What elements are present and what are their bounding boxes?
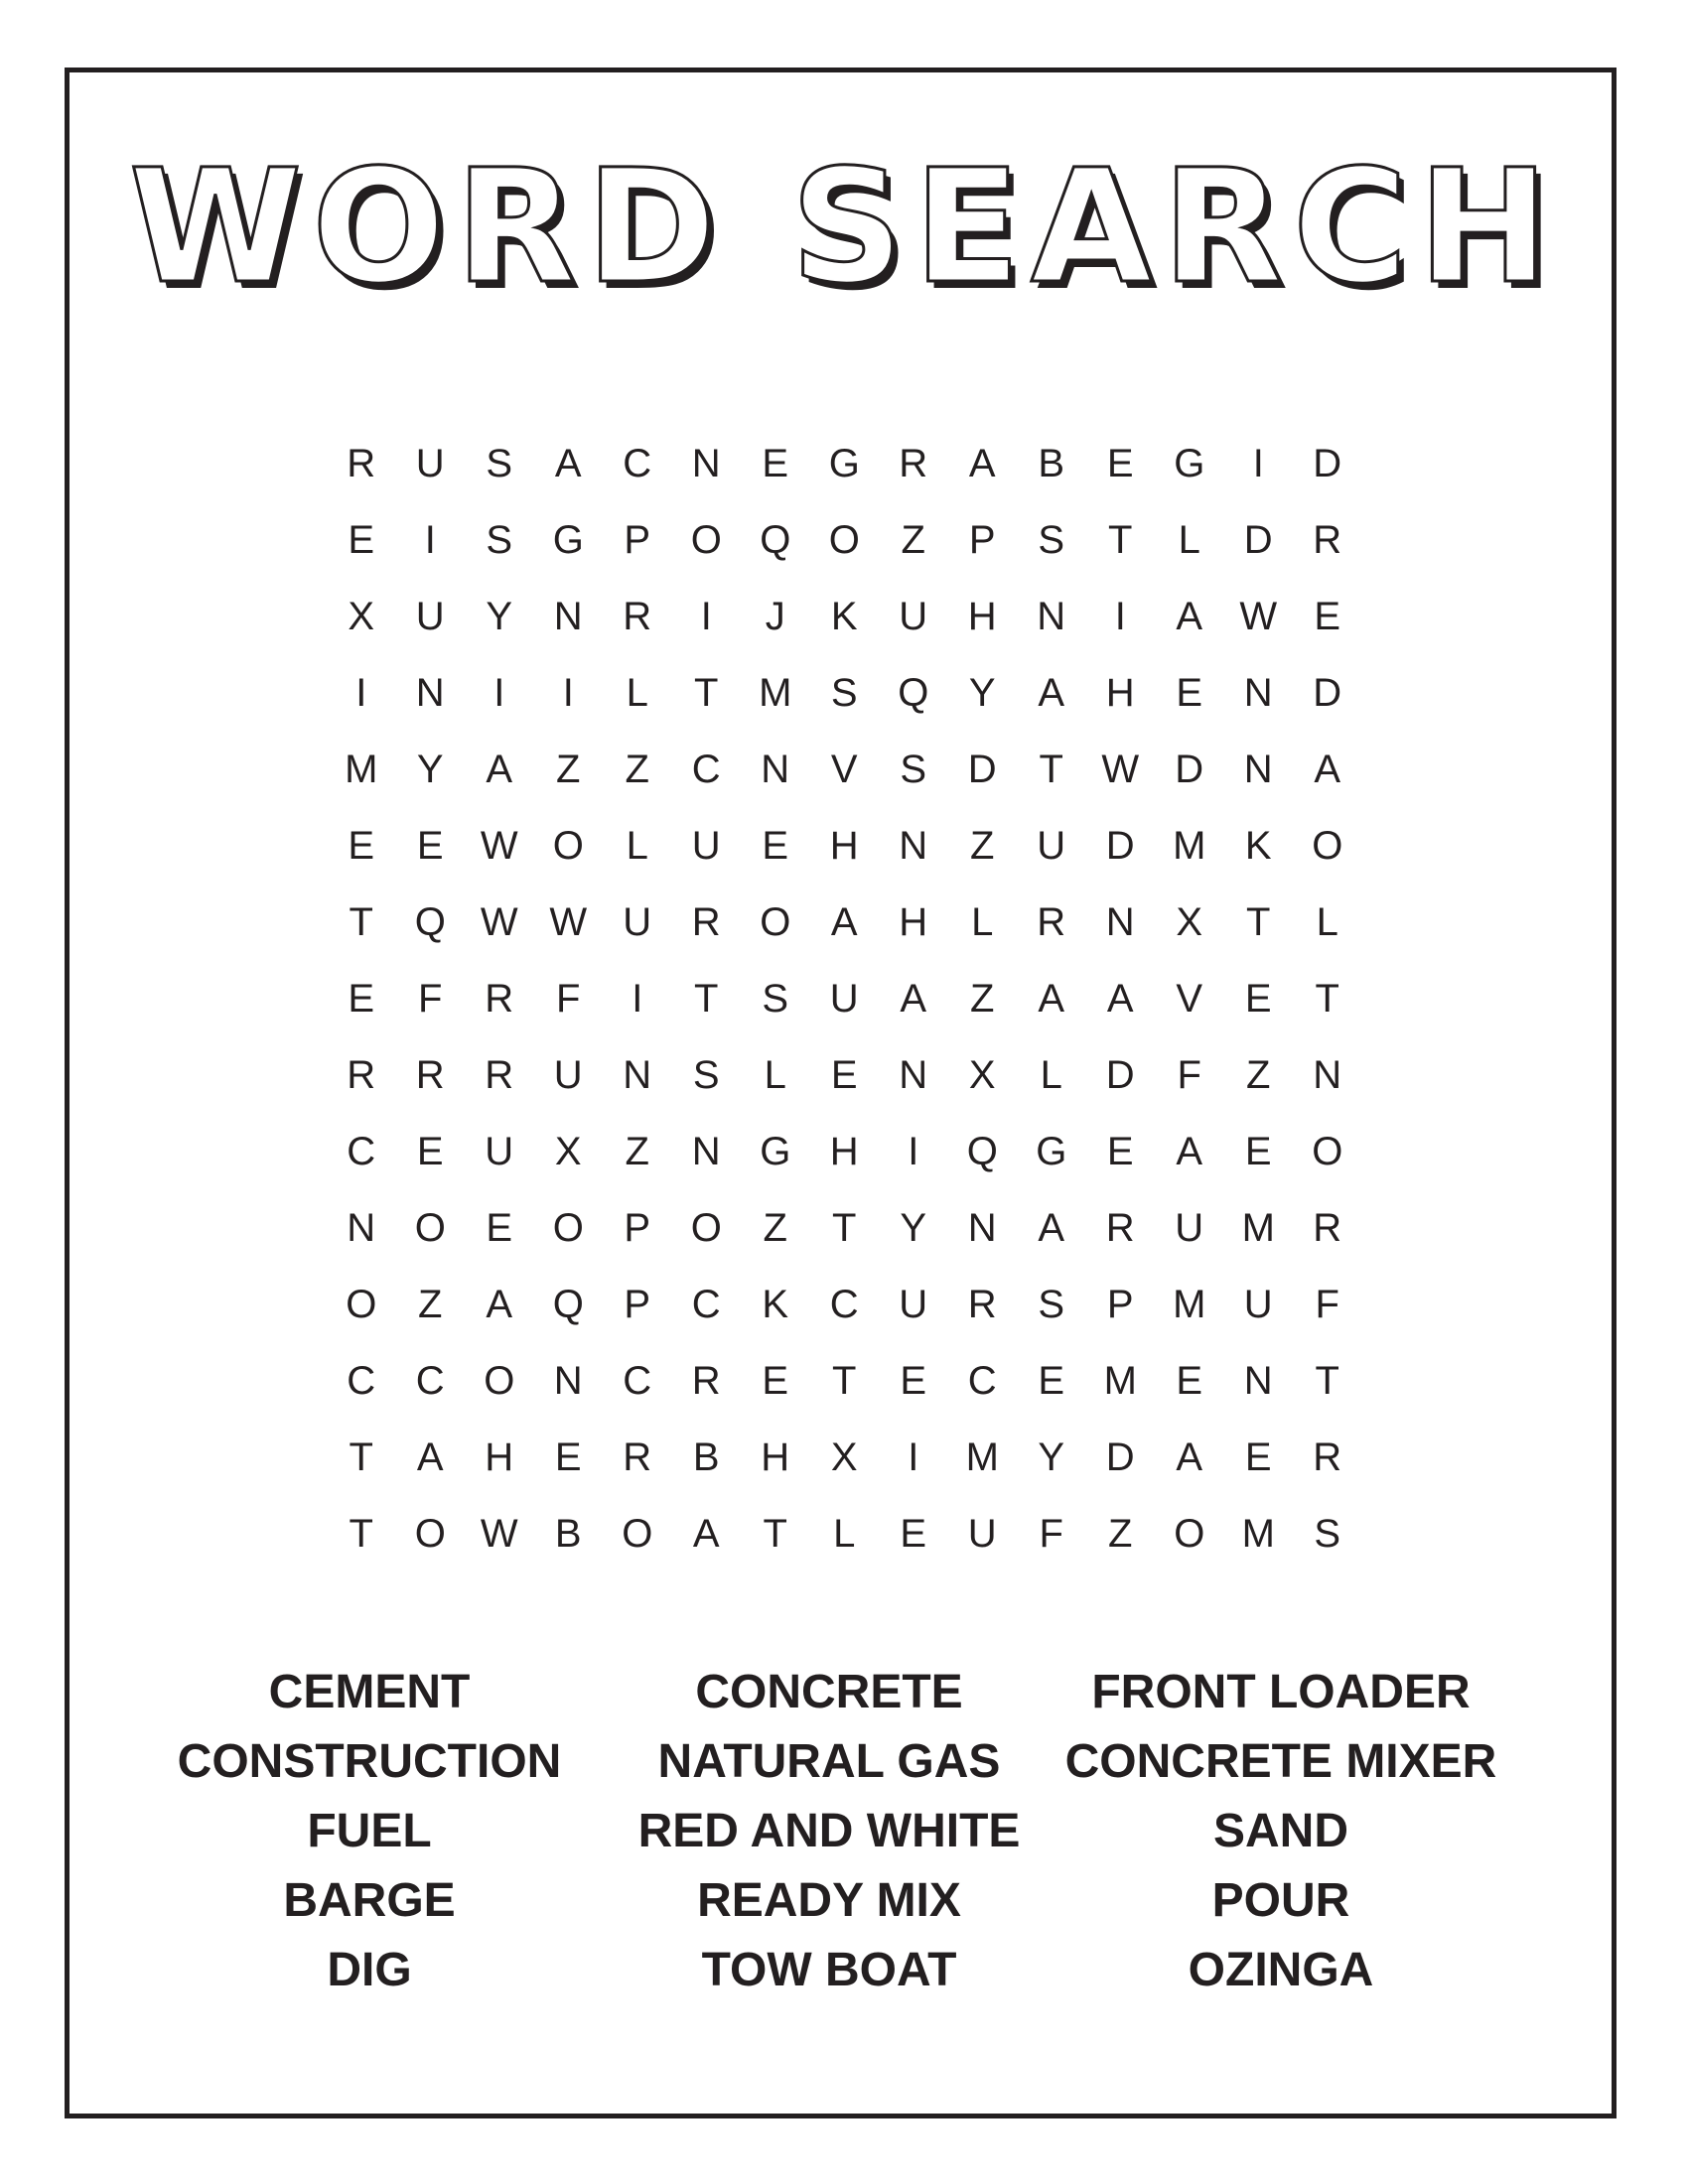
grid-letter[interactable]: A <box>554 441 582 485</box>
word-item: CONSTRUCTION <box>177 1735 562 1788</box>
grid-letter[interactable]: E <box>348 976 375 1021</box>
grid-letter[interactable]: D <box>1313 441 1342 485</box>
grid-letter[interactable]: N <box>1243 670 1273 715</box>
grid-letter[interactable]: O <box>622 1511 653 1556</box>
grid-letter[interactable]: R <box>691 1358 721 1403</box>
grid-letter[interactable]: A <box>1314 747 1341 791</box>
word-item: FUEL <box>307 1805 432 1857</box>
grid-letter[interactable]: I <box>700 594 712 638</box>
grid-letter[interactable]: O <box>690 1205 722 1250</box>
grid-letter[interactable]: H <box>829 823 859 868</box>
grid-letter[interactable]: Q <box>966 1129 998 1173</box>
grid-letter[interactable]: R <box>967 1282 997 1326</box>
grid-letter[interactable]: N <box>347 1205 376 1250</box>
grid-letter[interactable]: R <box>1313 1205 1342 1250</box>
grid-letter[interactable]: G <box>1174 441 1205 485</box>
grid-letter[interactable]: B <box>1038 441 1065 485</box>
grid-letter[interactable]: Q <box>760 517 791 562</box>
grid-letter[interactable]: F <box>1039 1511 1063 1556</box>
grid-letter[interactable]: I <box>632 976 643 1021</box>
grid-letter[interactable]: U <box>829 976 859 1021</box>
grid-letter[interactable]: M <box>1241 1205 1275 1250</box>
grid-letter[interactable]: O <box>690 517 722 562</box>
grid-letter[interactable]: L <box>1316 899 1338 944</box>
grid-letter[interactable]: M <box>1103 1358 1137 1403</box>
grid-letter[interactable]: O <box>346 1282 377 1326</box>
grid-letter[interactable]: E <box>1244 1129 1272 1173</box>
grid-letter[interactable]: K <box>762 1282 789 1326</box>
word-item: CEMENT <box>268 1666 471 1718</box>
grid-letter[interactable]: T <box>349 1434 373 1479</box>
grid-letter[interactable]: A <box>900 976 927 1021</box>
grid-letter[interactable]: O <box>484 1358 515 1403</box>
grid-letter[interactable]: S <box>1038 517 1065 562</box>
grid-letter[interactable]: O <box>1174 1511 1205 1556</box>
word-item: NATURAL GAS <box>657 1735 1001 1788</box>
grid-letter[interactable]: C <box>623 1358 652 1403</box>
grid-letter[interactable]: R <box>623 594 652 638</box>
grid-letter[interactable]: P <box>1106 1282 1134 1326</box>
grid-letter[interactable]: T <box>1315 976 1339 1021</box>
grid-letter[interactable]: N <box>691 1129 721 1173</box>
grid-letter[interactable]: O <box>552 1205 584 1250</box>
grid-letter[interactable]: S <box>1038 1282 1065 1326</box>
grid-letter[interactable]: T <box>694 670 719 715</box>
grid-letter[interactable]: R <box>485 1052 514 1097</box>
grid-letter[interactable]: Z <box>418 1282 443 1326</box>
word-item: RED AND WHITE <box>637 1805 1021 1857</box>
grid-letter[interactable]: T <box>1315 1358 1339 1403</box>
grid-letter[interactable]: N <box>553 1358 583 1403</box>
grid-letter[interactable]: L <box>626 823 648 868</box>
grid-letter[interactable]: Z <box>1246 1052 1271 1097</box>
grid-letter[interactable]: I <box>493 670 505 715</box>
grid-letter[interactable]: T <box>349 899 373 944</box>
grid-letter[interactable]: R <box>1105 1205 1135 1250</box>
grid-letter[interactable]: X <box>830 1434 858 1479</box>
grid-letter[interactable]: N <box>1313 1052 1342 1097</box>
grid-letter[interactable]: U <box>485 1129 514 1173</box>
grid-letter[interactable]: R <box>1313 517 1342 562</box>
grid-letter[interactable]: U <box>415 594 445 638</box>
grid-letter[interactable]: N <box>761 747 790 791</box>
grid-letter[interactable]: L <box>971 899 994 944</box>
grid-letter[interactable]: Q <box>552 1282 584 1326</box>
grid-letter[interactable]: G <box>1036 1129 1067 1173</box>
grid-letter[interactable]: E <box>416 823 444 868</box>
grid-letter[interactable]: I <box>355 670 367 715</box>
grid-letter[interactable]: F <box>1315 1282 1339 1326</box>
grid-letter[interactable]: E <box>762 823 789 868</box>
grid-letter[interactable]: R <box>347 441 376 485</box>
grid-letter[interactable]: Z <box>625 1129 649 1173</box>
grid-letter[interactable]: D <box>1105 1434 1135 1479</box>
grid-letter[interactable]: O <box>414 1511 446 1556</box>
grid-letter[interactable]: A <box>692 1511 720 1556</box>
grid-letter[interactable]: I <box>908 1434 919 1479</box>
grid-letter[interactable]: H <box>761 1434 790 1479</box>
grid-letter[interactable]: F <box>556 976 581 1021</box>
grid-letter[interactable]: W <box>480 823 518 868</box>
grid-letter[interactable]: O <box>760 899 791 944</box>
grid-letter[interactable]: C <box>967 1358 997 1403</box>
grid-letter[interactable]: T <box>832 1205 857 1250</box>
grid-letter[interactable]: X <box>554 1129 582 1173</box>
grid-letter[interactable]: A <box>486 1282 513 1326</box>
grid-letter[interactable]: W <box>1239 594 1278 638</box>
grid-letter[interactable]: A <box>416 1434 444 1479</box>
word-item: BARGE <box>283 1874 456 1927</box>
grid-letter[interactable]: L <box>1040 1052 1062 1097</box>
grid-letter[interactable]: C <box>829 1282 859 1326</box>
grid-letter[interactable]: N <box>623 1052 652 1097</box>
grid-letter[interactable]: P <box>624 1205 651 1250</box>
grid-letter[interactable]: U <box>1243 1282 1273 1326</box>
grid-letter[interactable]: F <box>418 976 443 1021</box>
grid-letter[interactable]: T <box>1108 517 1133 562</box>
grid-letter[interactable]: E <box>1244 976 1272 1021</box>
grid-letter[interactable]: C <box>623 441 652 485</box>
grid-letter[interactable]: L <box>764 1052 786 1097</box>
grid-letter[interactable]: R <box>691 899 721 944</box>
grid-letter[interactable]: W <box>480 899 518 944</box>
grid-letter[interactable]: T <box>1246 899 1271 944</box>
grid-letter[interactable]: I <box>1114 594 1126 638</box>
grid-letter[interactable]: E <box>1176 670 1203 715</box>
grid-letter[interactable]: D <box>1105 1052 1135 1097</box>
grid-letter[interactable]: M <box>1241 1511 1275 1556</box>
grid-letter[interactable]: T <box>1039 747 1063 791</box>
grid-letter[interactable]: R <box>1313 1434 1342 1479</box>
word-item: FRONT LOADER <box>1091 1666 1471 1718</box>
grid-letter[interactable]: U <box>415 441 445 485</box>
grid-letter[interactable]: Y <box>900 1205 927 1250</box>
grid-letter[interactable]: Z <box>970 976 995 1021</box>
grid-letter[interactable]: M <box>345 747 378 791</box>
grid-letter[interactable]: E <box>416 1129 444 1173</box>
grid-letter[interactable]: E <box>1106 441 1134 485</box>
grid-letter[interactable]: N <box>415 670 445 715</box>
grid-letter[interactable]: G <box>552 517 584 562</box>
grid-letter[interactable]: O <box>828 517 860 562</box>
grid-letter[interactable]: A <box>968 441 996 485</box>
grid-letter[interactable]: K <box>830 594 858 638</box>
grid-letter[interactable]: A <box>1106 976 1134 1021</box>
grid-letter[interactable]: E <box>900 1511 927 1556</box>
page-title: WORD SEARCH <box>128 136 1560 319</box>
grid-letter[interactable]: T <box>763 1511 787 1556</box>
word-list-column-1 <box>121 1658 618 2005</box>
grid-letter[interactable]: P <box>624 1282 651 1326</box>
grid-letter[interactable]: Z <box>556 747 581 791</box>
grid-letter[interactable]: W <box>549 899 588 944</box>
grid-letter[interactable]: M <box>965 1434 999 1479</box>
grid-letter[interactable]: N <box>1243 747 1273 791</box>
grid-letter[interactable]: E <box>1176 1358 1203 1403</box>
letter-grid <box>327 425 1362 1571</box>
grid-letter[interactable]: I <box>424 517 436 562</box>
word-item: DIG <box>327 1944 412 1996</box>
grid-letter[interactable]: H <box>829 1129 859 1173</box>
grid-letter[interactable]: A <box>1038 1205 1065 1250</box>
grid-letter[interactable]: I <box>908 1129 919 1173</box>
grid-letter[interactable]: C <box>691 1282 721 1326</box>
grid-letter[interactable]: D <box>1105 823 1135 868</box>
grid-letter[interactable]: U <box>623 899 652 944</box>
grid-letter[interactable]: T <box>832 1358 857 1403</box>
grid-letter[interactable]: M <box>759 670 792 715</box>
grid-letter[interactable]: N <box>691 441 721 485</box>
word-item: POUR <box>1211 1874 1350 1927</box>
word-item: SAND <box>1212 1805 1348 1857</box>
grid-letter[interactable]: S <box>1314 1511 1341 1556</box>
grid-letter[interactable]: T <box>349 1511 373 1556</box>
grid-letter[interactable]: Y <box>1038 1434 1065 1479</box>
word-item: TOW BOAT <box>701 1944 957 1996</box>
grid-letter[interactable]: H <box>967 594 997 638</box>
grid-letter[interactable]: R <box>415 1052 445 1097</box>
grid-letter[interactable]: E <box>762 1358 789 1403</box>
grid-letter[interactable]: Z <box>1108 1511 1133 1556</box>
grid-letter[interactable]: N <box>1105 899 1135 944</box>
grid-letter[interactable]: W <box>480 1511 518 1556</box>
grid-letter[interactable]: A <box>1176 1129 1203 1173</box>
grid-letter[interactable]: E <box>348 517 375 562</box>
word-item: CONCRETE MIXER <box>1064 1735 1497 1788</box>
grid-letter[interactable]: H <box>899 899 928 944</box>
grid-letter[interactable]: U <box>967 1511 997 1556</box>
grid-letter[interactable]: O <box>1312 1129 1343 1173</box>
grid-letter[interactable]: B <box>554 1511 582 1556</box>
grid-letter[interactable]: L <box>833 1511 856 1556</box>
grid-letter[interactable]: R <box>899 441 928 485</box>
grid-letter[interactable]: H <box>1105 670 1135 715</box>
grid-letter[interactable]: Y <box>416 747 444 791</box>
grid-letter[interactable]: C <box>691 747 721 791</box>
grid-letter[interactable]: N <box>1037 594 1066 638</box>
grid-letter[interactable]: I <box>562 670 574 715</box>
grid-letter[interactable]: A <box>486 747 513 791</box>
grid-letter[interactable]: S <box>486 441 513 485</box>
grid-letter[interactable]: E <box>1244 1434 1272 1479</box>
grid-letter[interactable]: U <box>553 1052 583 1097</box>
grid-letter[interactable]: D <box>967 747 997 791</box>
grid-letter[interactable]: H <box>485 1434 514 1479</box>
grid-letter[interactable]: R <box>485 976 514 1021</box>
grid-letter[interactable]: P <box>624 517 651 562</box>
word-item: CONCRETE <box>695 1666 963 1718</box>
grid-letter[interactable]: N <box>899 823 928 868</box>
grid-letter[interactable]: C <box>347 1358 376 1403</box>
grid-letter[interactable]: C <box>347 1129 376 1173</box>
grid-letter[interactable]: L <box>1178 517 1200 562</box>
grid-letter[interactable]: Z <box>901 517 925 562</box>
grid-letter[interactable]: N <box>899 1052 928 1097</box>
grid-letter[interactable]: E <box>900 1358 927 1403</box>
grid-letter[interactable]: E <box>348 823 375 868</box>
grid-letter[interactable]: A <box>1176 1434 1203 1479</box>
grid-letter[interactable]: D <box>1243 517 1273 562</box>
word-item: OZINGA <box>1188 1944 1374 1996</box>
grid-letter[interactable]: D <box>1175 747 1204 791</box>
grid-letter[interactable]: N <box>553 594 583 638</box>
grid-letter[interactable]: U <box>691 823 721 868</box>
grid-letter[interactable]: P <box>968 517 996 562</box>
grid-letter[interactable]: M <box>1173 823 1206 868</box>
grid-letter[interactable]: E <box>554 1434 582 1479</box>
grid-letter[interactable]: R <box>1037 899 1066 944</box>
grid-letter[interactable]: O <box>414 1205 446 1250</box>
grid-letter[interactable]: Q <box>898 670 929 715</box>
grid-letter[interactable]: V <box>830 747 858 791</box>
grid-letter[interactable]: E <box>762 441 789 485</box>
grid-letter[interactable]: U <box>899 1282 928 1326</box>
grid-letter[interactable]: K <box>1244 823 1272 868</box>
grid-letter[interactable]: E <box>486 1205 513 1250</box>
grid-letter[interactable]: S <box>830 670 858 715</box>
grid-letter[interactable]: W <box>1101 747 1140 791</box>
grid-letter[interactable]: S <box>692 1052 720 1097</box>
grid-letter[interactable]: E <box>1106 1129 1134 1173</box>
grid-letter[interactable]: Y <box>968 670 996 715</box>
grid-letter[interactable]: X <box>348 594 375 638</box>
grid-letter[interactable]: J <box>765 594 785 638</box>
grid-letter[interactable]: T <box>694 976 719 1021</box>
grid-letter[interactable]: Z <box>970 823 995 868</box>
grid-letter[interactable]: C <box>415 1358 445 1403</box>
grid-letter[interactable]: S <box>900 747 927 791</box>
grid-letter[interactable]: L <box>626 670 648 715</box>
grid-letter[interactable]: E <box>1038 1358 1065 1403</box>
grid-letter[interactable]: V <box>1176 976 1203 1021</box>
word-list-column-2 <box>581 1658 1077 2005</box>
grid-letter[interactable]: U <box>899 594 928 638</box>
grid-letter[interactable]: Q <box>414 899 446 944</box>
grid-letter[interactable]: B <box>692 1434 720 1479</box>
grid-letter[interactable]: S <box>762 976 789 1021</box>
grid-letter[interactable]: O <box>552 823 584 868</box>
grid-letter[interactable]: Y <box>486 594 513 638</box>
grid-letter[interactable]: O <box>1312 823 1343 868</box>
grid-letter[interactable]: A <box>1176 594 1203 638</box>
grid-letter[interactable]: G <box>760 1129 791 1173</box>
grid-letter[interactable]: X <box>1176 899 1203 944</box>
grid-letter[interactable]: F <box>1177 1052 1201 1097</box>
grid-letter[interactable]: R <box>347 1052 376 1097</box>
grid-letter[interactable]: G <box>828 441 860 485</box>
grid-letter[interactable]: D <box>1313 670 1342 715</box>
grid-letter[interactable]: R <box>623 1434 652 1479</box>
grid-letter[interactable]: U <box>1037 823 1066 868</box>
grid-letter[interactable]: A <box>830 899 858 944</box>
grid-letter[interactable]: A <box>1038 976 1065 1021</box>
grid-letter[interactable]: Z <box>763 1205 787 1250</box>
grid-letter[interactable]: N <box>1243 1358 1273 1403</box>
grid-letter[interactable]: I <box>1252 441 1264 485</box>
word-item: READY MIX <box>697 1874 961 1927</box>
grid-letter[interactable]: E <box>1314 594 1341 638</box>
grid-letter[interactable]: U <box>1175 1205 1204 1250</box>
grid-letter[interactable]: S <box>486 517 513 562</box>
grid-letter[interactable]: Z <box>625 747 649 791</box>
word-list-column-3 <box>1033 1658 1529 2005</box>
grid-letter[interactable]: E <box>830 1052 858 1097</box>
grid-letter[interactable]: M <box>1173 1282 1206 1326</box>
grid-letter[interactable]: A <box>1038 670 1065 715</box>
grid-letter[interactable]: X <box>968 1052 996 1097</box>
grid-letter[interactable]: N <box>967 1205 997 1250</box>
